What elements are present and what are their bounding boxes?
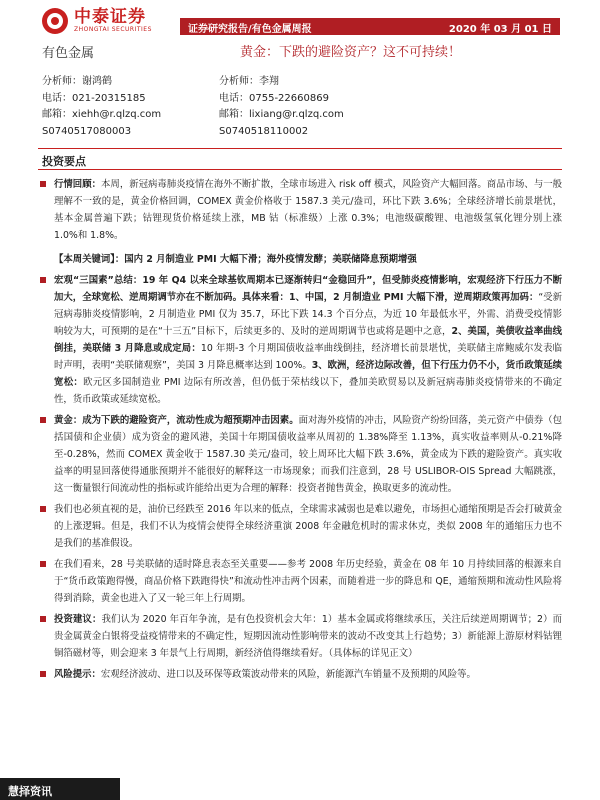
report-title: 黄金：下跌的避险资产？这不可持续！ xyxy=(240,45,462,60)
analyst-card xyxy=(42,74,242,140)
analyst-phone: 电话：021-20315185 xyxy=(42,92,146,104)
section-title: 投资要点 xyxy=(42,155,86,168)
market-review-paragraph: 行情回顾：本周，新冠病毒肺炎疫情在海外不断扩散，全球市场进入 risk off 模式，风险资产大幅回落。商品市场、与一般理解不一致的是，黄金价格回调，COMEX 黄金价格收于 1587.3 美元/盎司，环比下跌 3.6%；全球经济增长前景堪忧，基本金属普遍下跌；钴锂现货价格延续上涨，MB 钴（标准级）上涨 0.3%；电池级碳酸锂、电池级氢氧化锂分别上涨 1.0%和 1.8%。 xyxy=(38,176,562,244)
header-bar xyxy=(180,18,560,35)
investment-advice-paragraph: 投资建议：我们认为 2020 年百年争流，是有色投资机会大年：1）基本金属或将继续承压，关注后续逆周期调节；2）而贵金属黄金白银将受益疫情带来的不确定性，短期因流动性影响带来的波动不改变其上行趋势；3）新能源上游原材料钴锂铜箔磁材等，则会迎来 3 年景气上行周期，新经济值得继续看好。（具体标的详见正文） xyxy=(38,611,562,662)
key-points xyxy=(38,176,562,687)
sector-label: 有色金属 xyxy=(42,46,95,61)
logo-text xyxy=(74,8,152,34)
analyst-name: 分析师：李翔 xyxy=(219,76,279,87)
analyst-card xyxy=(219,74,419,140)
report-date: 2020 年 03 月 01 日 xyxy=(448,24,552,35)
page-header xyxy=(0,0,600,44)
footer-text: 慧择资讯 xyxy=(8,785,52,798)
fed-paragraph: 在我们看来，28 号美联储的适时降息表态至关重要——参考 2008 年历史经验，黄金在 08 年 10 月持续回落的根源来自于“货币政策跑得慢，商品价格下跌跑得快”和流动性冲击两个因素，而随着进一步的降息和 QE，通缩预期和流动性风险将得到消除，黄金也进入了又一轮三年上行周期。 xyxy=(38,556,562,607)
analyst-email[interactable]: 邮箱：lixiang@r.qlzq.com xyxy=(219,109,344,120)
analyst-name: 分析师：谢鸿鹤 xyxy=(42,76,112,87)
logo-english-name: ZHONGTAI SECURITIES xyxy=(74,26,152,33)
analyst-phone: 电话：0755-22660869 xyxy=(219,92,329,104)
deflation-paragraph: 我们也必须直视的是，油价已经跌至 2016 年以来的低点，全球需求减弱也是难以避免，市场担心通缩预期是否会打破黄金的上涨逻辑。但是，我们不认为疫情会使得全球经济重演 2008 年金融危机时的需求休克，类似 2008 年的通缩压力也不是我们的基准假设。 xyxy=(38,501,562,552)
risk-warning-paragraph: 风险提示：宏观经济波动、进口以及环保等政策波动带来的风险，新能源汽车销量不及预期的风险等。 xyxy=(38,666,562,683)
analyst-email[interactable]: 邮箱：xiehh@r.qlzq.com xyxy=(42,109,162,120)
logo-chinese-name: 中泰证券 xyxy=(74,7,146,27)
company-logo xyxy=(42,8,152,34)
logo-mark-icon xyxy=(42,8,68,34)
section-divider xyxy=(38,169,562,170)
analyst-cert: S0740517080003 xyxy=(42,125,132,137)
analyst-cert: S0740518110002 xyxy=(219,125,309,137)
section-divider xyxy=(38,148,562,149)
macro-paragraph: 宏观“三国素”总结：19 年 Q4 以来全球基钦周期本已逐渐转归“金稳回升”，但受肺炎疫情影响，宏观经济下行压力不断加大，全球宽松、逆周期调节亦在不断加码。具体来看：1、中国，2 月制造业 PMI 大幅下滑，逆周期政策再加码：“受新冠病毒肺炎疫情影响，2 月制造业 PMI 仅为 35.7，环比下跌 14.3 个百分点，为近 10 年最低水平，外需、消费受疫情影响较为大，可预期的是在“十三五”目标下，后续更多的、及时的逆周期调节也或将是题中之意，2、美国，美债收益率曲线倒挂，美联储 3 月降息或成定局：10 年期-3 个月期国债收益率曲线倒挂，经济增长前景堪忧，美联储主席鲍威尔发表临时声明，表明“美联储观察”，美国 3 月降息概率达到 100%。3、欧洲，经济边际改善，但下行压力仍不小，货币政策延续宽松：欧元区多国制造业 PMI 边际有所改善，但仍低于荣枯线以下，叠加美欧贸易以及新冠病毒肺炎疫情带来的不确定性，货币政策或延续宽松。 xyxy=(38,272,562,408)
keywords-paragraph: 【本周关键词】：国内 2 月制造业 PMI 大幅下滑；海外疫情发酵；美联储降息预期增强 xyxy=(54,254,417,265)
gold-paragraph: 黄金：成为下跌的避险资产，流动性成为超预期冲击因素。面对海外疫情的冲击，风险资产纷纷回落，美元资产中债券（包括国债和企业债）成为资金的避风港，美国十年期国债收益率从周初的 1.38%降至 1.13%，真实收益率则从-0.21%降至-0.28%，然而 COMEX 黄金收于 1587.30 美元/盎司，较上周环比大幅下跌 3.6%，黄金成为下跌的避险资产。真实收益率的明显回落使得通胀预期并不能很好的解释这一市场现象；而我们注意到，28 号 USLIBOR-OIS Spread 大幅跳涨，这一衡量银行间流动性的指标或许能给出更为合理的解释：投资者抛售黄金，换取更多的流动性。 xyxy=(38,412,562,497)
report-tag: 证券研究报告/有色金属周报 xyxy=(188,24,312,35)
footer-badge xyxy=(0,778,120,800)
